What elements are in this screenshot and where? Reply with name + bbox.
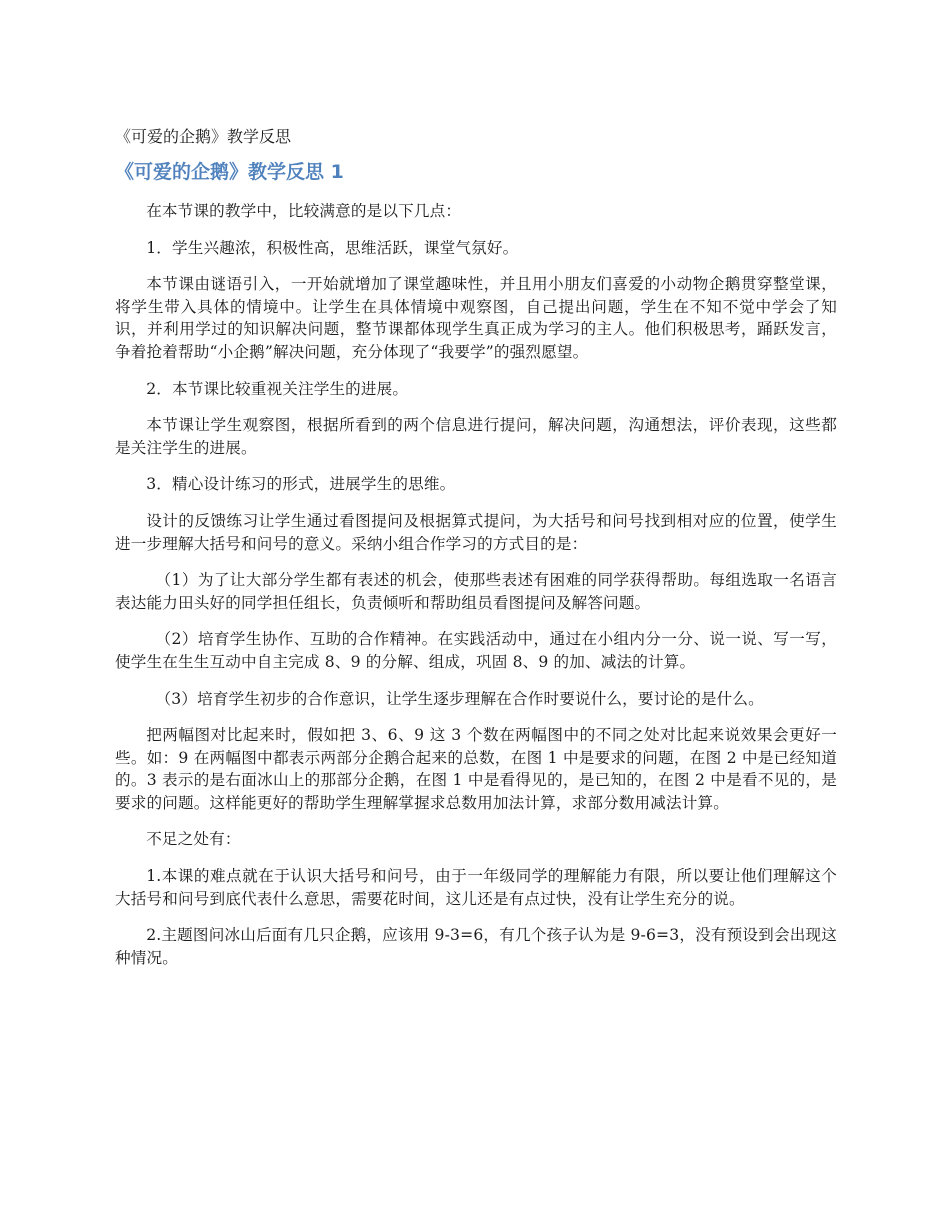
sub-point-3: （3）培育学生初步的合作意识，让学生逐步理解在合作时要说什么，要讨论的是什么。 <box>155 689 764 708</box>
point-2-body: 本节课让学生观察图，根据所看到的两个信息进行提问，解决问题，沟通想法，评价表现，这些都是关注学生的进展。 <box>115 416 837 457</box>
section-heading: 《可爱的企鹅》教学反思 1 <box>115 161 344 183</box>
point-1-heading: 1．学生兴趣浓，积极性高，思维活跃，课堂气氛好。 <box>146 238 519 257</box>
sub-point-1: （1）为了让大部分学生都有表述的机会，使那些表述有困难的同学获得帮助。每组选取一名语言表达能力田头好的同学担任组长，负责倾听和帮助组员看图提问及解答问题。 <box>115 571 837 612</box>
point-1-body: 本节课由谜语引入，一开始就增加了课堂趣味性，并且用小朋友们喜爱的小动物企鹅贯穿整堂课，将学生带入具体的情境中。让学生在具体情境中观察图，自己提出问题，学生在不知不觉中学会了知识，并利用学过的知识解决问题，整节课都体现学生真正成为学习的主人。他们积极思考，踊跃发言，争着抢着帮助“小企鹅”解决问题，充分体现了“我要学”的强烈愿望。 <box>115 275 837 361</box>
document-title: 《可爱的企鹅》教学反思 <box>115 127 292 146</box>
shortcoming-2: 2.主题图问冰山后面有几只企鹅，应该用 9-3=6，有几个孩子认为是 9-6=3，没有预设到会出现这种情况。 <box>115 926 837 967</box>
point-3-heading: 3．精心设计练习的形式，进展学生的思维。 <box>146 475 456 494</box>
intro-paragraph: 在本节课的教学中，比较满意的是以下几点： <box>146 202 462 220</box>
point-3-body: 设计的反馈练习让学生通过看图提问及根据算式提问，为大括号和问号找到相对应的位置，使学生进一步理解大括号和问号的意义。采纳小组合作学习的方式目的是： <box>115 511 837 553</box>
document-body <box>115 124 837 983</box>
comparison-paragraph: 把两幅图对比起来时，假如把 3、6、9 这 3 个数在两幅图中的不同之处对比起来说效果会更好一些。如：9 在两幅图中都表示两部分企鹅合起来的总数，在图 1 中是要求的问题，在图 2 中是已经知道的。3 表示的是右面冰山上的那部分企鹅，在图 1 中是看得见的，是已知的，在图 2 中是看不见的，是要求的问题。这样能更好的帮助学生理解掌握求总数用加法计算，求部分数用减法计算。 <box>115 726 837 812</box>
sub-point-2: （2）培育学生协作、互助的合作精神。在实践活动中，通过在小组内分一分、说一说、写一写，使学生在生生互动中自主完成 8、9 的分解、组成，巩固 8、9 的加、减法的计算。 <box>115 630 837 671</box>
shortcoming-1: 1.本课的难点就在于认识大括号和问号，由于一年级同学的理解能力有限，所以要让他们理解这个大括号和问号到底代表什么意思，需要花时间，这儿还是有点过快，没有让学生充分的说。 <box>115 867 837 908</box>
shortcomings-heading: 不足之处有： <box>146 830 241 849</box>
point-2-heading: 2．本节课比较重视关注学生的进展。 <box>146 379 409 398</box>
